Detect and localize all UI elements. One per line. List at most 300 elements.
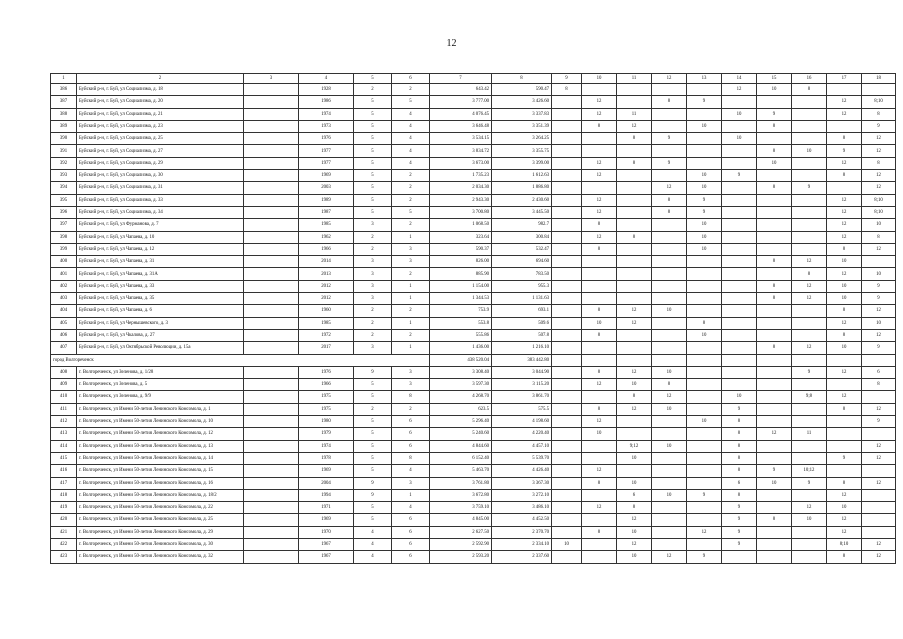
column-number: 12 — [652, 74, 687, 84]
table-cell: 2 034.30 — [430, 182, 492, 194]
table-cell: 1960 — [299, 305, 354, 317]
table-cell: 3 272.10 — [492, 489, 552, 501]
table-cell: 12 — [617, 305, 652, 317]
table-cell: 1974 — [299, 108, 354, 120]
table-cell — [552, 120, 582, 132]
table-cell — [244, 465, 299, 477]
table-cell — [827, 428, 862, 440]
table-cell: 8 — [827, 551, 862, 563]
table-cell: 8 — [392, 452, 430, 464]
table-cell: 9 — [652, 133, 687, 145]
table-cell: 3 367.30 — [492, 477, 552, 489]
table-cell — [722, 342, 757, 354]
table-cell: 5 — [354, 440, 392, 452]
table-cell: 9 — [862, 416, 896, 428]
table-cell: 2 593.20 — [430, 551, 492, 563]
address-cell: Буйский р-н, г. Буй, ул Социализма, д. 18 — [77, 84, 244, 96]
table-row — [51, 428, 896, 440]
row-number: 396 — [51, 206, 77, 218]
table-cell: 1 344.53 — [430, 293, 492, 305]
table-cell: 8 — [582, 329, 617, 341]
table-row — [51, 268, 896, 280]
table-cell — [652, 170, 687, 182]
table-cell: 2 — [354, 231, 392, 243]
group-label: город Волгореченск — [51, 354, 430, 366]
table-cell: 8 — [827, 329, 862, 341]
address-cell: Буйский р-н, г. Буй, ул Социализма, д. 21 — [77, 108, 244, 120]
table-cell — [722, 317, 757, 329]
table-cell — [722, 206, 757, 218]
table-cell — [244, 379, 299, 391]
table-cell: 982.7 — [492, 219, 552, 231]
table-cell: 5 — [354, 145, 392, 157]
table-cell: 12 — [792, 293, 827, 305]
table-cell: 8 — [722, 428, 757, 440]
table-cell: 5 — [354, 133, 392, 145]
register-table — [50, 73, 896, 564]
address-cell: г. Волгореченск, ул Имени 50-летия Ленинского Комсомола, д. 22 — [77, 502, 244, 514]
table-cell: 1979 — [299, 428, 354, 440]
table-cell: 12 — [862, 305, 896, 317]
table-cell — [757, 194, 792, 206]
table-cell — [757, 538, 792, 550]
table-cell — [652, 231, 687, 243]
table-cell: 10 — [617, 379, 652, 391]
table-cell: 1994 — [299, 489, 354, 501]
table-cell — [582, 514, 617, 526]
table-cell: 4 426.40 — [492, 465, 552, 477]
table-cell: 8 — [392, 391, 430, 403]
table-cell — [582, 145, 617, 157]
table-row — [51, 416, 896, 428]
table-cell: 6 — [392, 538, 430, 550]
table-cell — [244, 280, 299, 292]
table-cell: 5 — [354, 502, 392, 514]
table-cell: 8 — [652, 96, 687, 108]
table-cell: 3 861.70 — [492, 391, 552, 403]
table-cell: 12 — [757, 428, 792, 440]
table-cell — [552, 219, 582, 231]
table-cell: 9 — [354, 477, 392, 489]
table-cell: 12 — [827, 526, 862, 538]
table-row — [51, 514, 896, 526]
table-cell — [652, 243, 687, 255]
table-cell — [552, 268, 582, 280]
table-cell: 8 — [582, 366, 617, 378]
table-cell: 8 — [757, 120, 792, 132]
table-cell: 10 — [617, 551, 652, 563]
table-cell: 2 — [392, 84, 430, 96]
table-cell — [687, 354, 722, 366]
table-cell — [757, 403, 792, 415]
table-row — [51, 465, 896, 477]
table-cell: 12 — [582, 231, 617, 243]
row-number: 404 — [51, 305, 77, 317]
table-cell — [792, 416, 827, 428]
table-cell: 12 — [827, 268, 862, 280]
table-cell: 12 — [862, 329, 896, 341]
table-cell — [652, 538, 687, 550]
table-cell: 1974 — [299, 440, 354, 452]
table-cell: 3 — [354, 268, 392, 280]
table-cell — [722, 366, 757, 378]
table-row — [51, 84, 896, 96]
table-cell — [244, 502, 299, 514]
table-cell: 2 — [354, 84, 392, 96]
table-cell — [244, 157, 299, 169]
table-cell — [244, 219, 299, 231]
address-cell: Буйский р-н, г. Буй, ул Социализма, д. 29 — [77, 157, 244, 169]
table-cell — [827, 416, 862, 428]
table-cell — [617, 243, 652, 255]
row-number: 421 — [51, 526, 77, 538]
row-number: 419 — [51, 502, 77, 514]
address-cell: г. Волгореченск, ул Имени 50-летия Ленинского Комсомола, д. 12 — [77, 428, 244, 440]
column-number: 11 — [617, 74, 652, 84]
table-cell: 1978 — [299, 452, 354, 464]
table-cell: 10 — [552, 538, 582, 550]
table-cell: 1967 — [299, 538, 354, 550]
table-cell: 6 — [392, 526, 430, 538]
table-cell: 2017 — [299, 342, 354, 354]
address-cell: Буйский р-н, г. Буй, ул Социализма, д. 20 — [77, 96, 244, 108]
table-cell: 6 152.40 — [430, 452, 492, 464]
row-number: 417 — [51, 477, 77, 489]
row-number: 392 — [51, 157, 77, 169]
table-cell — [722, 551, 757, 563]
table-cell — [757, 243, 792, 255]
row-number: 411 — [51, 403, 77, 415]
table-cell — [722, 157, 757, 169]
table-cell: 12 — [862, 145, 896, 157]
table-cell — [652, 502, 687, 514]
table-cell — [757, 551, 792, 563]
table-cell: 12 — [617, 317, 652, 329]
table-cell: 2 — [354, 403, 392, 415]
table-cell — [827, 440, 862, 452]
table-cell: 10 — [617, 526, 652, 538]
table-cell: 2 — [392, 305, 430, 317]
table-cell — [757, 133, 792, 145]
table-row — [51, 120, 896, 132]
table-cell — [862, 391, 896, 403]
table-cell: 12 — [582, 379, 617, 391]
table-cell — [722, 329, 757, 341]
table-cell — [652, 514, 687, 526]
table-cell — [552, 231, 582, 243]
table-row — [51, 293, 896, 305]
table-cell: 1985 — [299, 219, 354, 231]
table-cell: 8 — [582, 305, 617, 317]
table-row — [51, 538, 896, 550]
table-cell: 3 700.80 — [430, 206, 492, 218]
table-cell: 12 — [617, 403, 652, 415]
table-cell — [652, 452, 687, 464]
row-number: 416 — [51, 465, 77, 477]
table-cell: 12 — [827, 231, 862, 243]
table-cell — [552, 440, 582, 452]
column-number: 3 — [244, 74, 299, 84]
table-cell — [582, 84, 617, 96]
table-cell: 5 — [354, 391, 392, 403]
table-cell — [687, 305, 722, 317]
table-cell — [862, 526, 896, 538]
table-cell — [687, 477, 722, 489]
table-cell — [582, 354, 617, 366]
table-cell: 10 — [652, 366, 687, 378]
table-cell — [652, 465, 687, 477]
table-cell — [862, 84, 896, 96]
row-number: 412 — [51, 416, 77, 428]
row-number: 395 — [51, 194, 77, 206]
address-cell: Буйский р-н, г. Буй, ул Социализма, д. 27 — [77, 145, 244, 157]
table-cell: 10 — [617, 452, 652, 464]
table-cell: 2012 — [299, 280, 354, 292]
table-cell — [552, 206, 582, 218]
table-cell: 4 845.00 — [430, 514, 492, 526]
table-row — [51, 526, 896, 538]
column-number: 16 — [792, 74, 827, 84]
table-cell — [687, 538, 722, 550]
table-row — [51, 366, 896, 378]
row-number: 408 — [51, 366, 77, 378]
table-cell: 4 — [392, 157, 430, 169]
address-cell: Буйский р-н, г. Буй, ул Чапаева, д. 31 — [77, 256, 244, 268]
table-cell: 1976 — [299, 133, 354, 145]
table-cell: 9 — [652, 157, 687, 169]
table-cell: 6 — [392, 440, 430, 452]
table-cell: 9 — [687, 551, 722, 563]
table-cell: 12 — [687, 526, 722, 538]
table-cell: 1986 — [299, 96, 354, 108]
table-cell: 575.5 — [492, 403, 552, 415]
address-cell: г. Волгореченск, ул Имени 50-летия Ленинского Комсомола, д. 1 — [77, 403, 244, 415]
table-cell — [687, 452, 722, 464]
table-cell — [244, 182, 299, 194]
table-cell — [552, 329, 582, 341]
row-number: 399 — [51, 243, 77, 255]
column-number: 2 — [77, 74, 244, 84]
table-cell: 4 198.60 — [492, 416, 552, 428]
address-cell: г. Волгореченск, ул Имени 50-летия Ленинского Комсомола, д. 30 — [77, 538, 244, 550]
table-cell: 10 — [652, 305, 687, 317]
table-cell: 2 943.30 — [430, 194, 492, 206]
table-cell: 10 — [792, 514, 827, 526]
table-cell: 1 612.63 — [492, 170, 552, 182]
table-cell — [582, 538, 617, 550]
table-cell — [652, 108, 687, 120]
table-cell — [244, 305, 299, 317]
table-cell — [792, 452, 827, 464]
column-number: 9 — [552, 74, 582, 84]
row-number: 414 — [51, 440, 77, 452]
table-cell — [792, 108, 827, 120]
table-cell — [582, 391, 617, 403]
address-cell: г. Волгореченск, ул Имени 50-летия Ленинского Комсомола, д. 32 — [77, 551, 244, 563]
table-cell: 8 — [582, 243, 617, 255]
table-cell: 12 — [582, 206, 617, 218]
column-number: 1 — [51, 74, 77, 84]
table-cell: 8 — [617, 391, 652, 403]
table-cell — [244, 231, 299, 243]
table-cell — [582, 280, 617, 292]
address-cell: г. Волгореченск, ул Имени 50-летия Ленинского Комсомола, д. 29 — [77, 526, 244, 538]
row-number: 386 — [51, 84, 77, 96]
table-cell: 5 — [392, 206, 430, 218]
table-cell — [792, 329, 827, 341]
table-cell — [617, 219, 652, 231]
table-cell: 4 452.50 — [492, 514, 552, 526]
table-cell: 12 — [862, 538, 896, 550]
table-cell: 8 — [687, 317, 722, 329]
table-cell — [757, 379, 792, 391]
table-cell: 8 — [652, 206, 687, 218]
table-row — [51, 391, 896, 403]
table-cell: 8;10 — [862, 206, 896, 218]
table-cell: 1962 — [299, 231, 354, 243]
table-cell — [792, 354, 827, 366]
table-cell — [552, 145, 582, 157]
table-cell: 4 — [392, 502, 430, 514]
table-cell: 10 — [757, 157, 792, 169]
table-cell: 9 — [792, 366, 827, 378]
table-cell — [552, 477, 582, 489]
table-cell — [244, 391, 299, 403]
row-number: 398 — [51, 231, 77, 243]
address-cell: Буйский р-н, г. Буй, ул Социализма, д. 34 — [77, 206, 244, 218]
table-row — [51, 280, 896, 292]
table-cell: 5 — [354, 157, 392, 169]
table-cell: 826.00 — [430, 256, 492, 268]
group-row — [51, 354, 896, 366]
table-cell — [244, 452, 299, 464]
table-cell: 5 — [354, 465, 392, 477]
table-cell — [244, 342, 299, 354]
table-cell: 10 — [862, 317, 896, 329]
table-cell — [722, 280, 757, 292]
table-cell — [792, 120, 827, 132]
table-cell: 8 — [792, 268, 827, 280]
table-cell: 623.5 — [430, 403, 492, 415]
table-cell: 10 — [652, 489, 687, 501]
table-cell: 643.42 — [430, 84, 492, 96]
table-cell — [552, 379, 582, 391]
table-cell: 3 351.39 — [492, 120, 552, 132]
table-cell: 5 — [354, 379, 392, 391]
table-cell — [552, 403, 582, 415]
table-cell: 4 220.40 — [492, 428, 552, 440]
table-cell — [687, 403, 722, 415]
table-cell — [722, 354, 757, 366]
table-cell: 4 — [392, 120, 430, 132]
table-cell: 4 — [354, 538, 392, 550]
table-cell: 5 — [354, 416, 392, 428]
table-cell — [757, 329, 792, 341]
table-cell — [617, 194, 652, 206]
table-cell: 10 — [827, 342, 862, 354]
table-cell — [244, 268, 299, 280]
table-cell: 9 — [354, 366, 392, 378]
table-cell — [244, 428, 299, 440]
table-cell: 8 — [827, 305, 862, 317]
column-number: 13 — [687, 74, 722, 84]
table-cell: 12 — [827, 206, 862, 218]
table-cell: 12 — [827, 157, 862, 169]
table-cell: 3 — [354, 280, 392, 292]
table-cell — [792, 305, 827, 317]
table-cell — [244, 256, 299, 268]
table-cell — [552, 452, 582, 464]
table-cell — [244, 329, 299, 341]
table-cell: 9 — [722, 403, 757, 415]
table-cell: 9 — [827, 145, 862, 157]
address-cell: г. Волгореченск, ул Имени 50-летия Ленинского Комсомола, д. 25 — [77, 514, 244, 526]
table-cell — [652, 526, 687, 538]
table-cell: 8 — [652, 194, 687, 206]
table-cell: 12 — [617, 120, 652, 132]
table-row — [51, 502, 896, 514]
table-cell — [652, 145, 687, 157]
table-cell — [652, 428, 687, 440]
table-cell — [757, 317, 792, 329]
table-cell: 6 — [392, 551, 430, 563]
table-cell — [617, 280, 652, 292]
table-cell: 8 — [552, 84, 582, 96]
table-cell — [757, 391, 792, 403]
table-cell — [552, 428, 582, 440]
row-number: 389 — [51, 120, 77, 132]
table-row — [51, 305, 896, 317]
table-cell: 12 — [827, 194, 862, 206]
table-cell: 1 886.80 — [492, 182, 552, 194]
table-row — [51, 440, 896, 452]
table-cell: 3 — [392, 366, 430, 378]
table-cell — [582, 268, 617, 280]
table-cell — [244, 366, 299, 378]
table-cell — [582, 256, 617, 268]
table-cell — [552, 243, 582, 255]
address-cell: Буйский р-н, г. Буй, ул Социализма, д. 30 — [77, 170, 244, 182]
address-cell: г. Волгореченск, ул Зеленова, д. 1/28 — [77, 366, 244, 378]
table-cell: 12 — [652, 182, 687, 194]
table-cell: 1973 — [299, 120, 354, 132]
table-cell: 1 — [392, 280, 430, 292]
table-cell — [552, 305, 582, 317]
row-number: 403 — [51, 293, 77, 305]
row-number: 413 — [51, 428, 77, 440]
table-cell: 12 — [652, 391, 687, 403]
table-cell: 8 — [722, 465, 757, 477]
table-cell — [652, 416, 687, 428]
table-cell — [757, 489, 792, 501]
table-cell — [687, 502, 722, 514]
table-cell: 8 — [722, 452, 757, 464]
column-number: 4 — [299, 74, 354, 84]
table-row — [51, 231, 896, 243]
row-number: 401 — [51, 268, 77, 280]
table-cell — [582, 342, 617, 354]
column-number: 6 — [392, 74, 430, 84]
table-cell: 507.8 — [492, 329, 552, 341]
table-cell: 12 — [827, 391, 862, 403]
table-cell — [652, 329, 687, 341]
table-cell: 8 — [582, 526, 617, 538]
table-cell: 1975 — [299, 391, 354, 403]
table-cell: 1 436.00 — [430, 342, 492, 354]
table-cell — [582, 133, 617, 145]
table-cell — [552, 133, 582, 145]
table-cell: 12 — [862, 133, 896, 145]
